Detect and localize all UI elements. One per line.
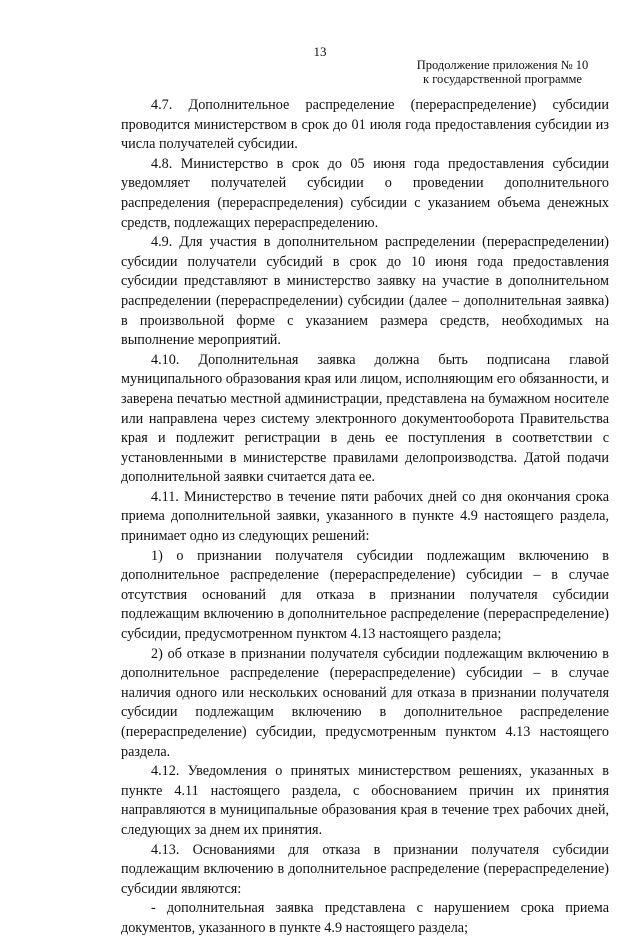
header-line-2: к государственной программе (423, 72, 582, 86)
paragraph-4-11-item-1: 1) о признании получателя субсидии подлежащим включению в дополнительное распределение (перераспределение) субсидии – в случае отсутствия оснований для отказа в признании получателя субсидии подлежащим включению в дополнительное распределение (перераспределение) субсидии, предусмотренном пунктом 4.13 настоящего раздела; (121, 547, 609, 643)
paragraph-4-8: 4.8. Министерство в срок до 05 июня года предоставления субсидии уведомляет получателей субсидии о проведении дополнительного распределения (перераспределения) субсидии с указанием объема денежных средств, подлежащих перераспределению. (121, 155, 609, 231)
paragraph-4-9: 4.9. Для участия в дополнительном распределении (перераспределении) субсидии получатели субсидий в срок до 10 июня года предоставления субсидии представляют в министерство заявку на участие в дополнительном распределении (перераспределении) субсидии (далее – дополнительная заявка) в произвольной форме с указанием размера средств, необходимых на выполнение мероприятий. (121, 234, 609, 349)
header-appendix (400, 58, 605, 86)
paragraph-4-10: 4.10. Дополнительная заявка должна быть подписана главой муниципального образования края или лицом, исполняющим его обязанности, и заверена печатью местной администрации, представлена на бумажном носителе или направлена через систему электронного документооборота Правительства края и подлежит регистрации в день ее поступления в соответствии с установленными в министерстве правилами делопроизводства. Датой подачи дополнительной заявки считается дата ее. (121, 351, 609, 486)
paragraph-4-7: 4.7. Дополнительное распределение (перераспределение) субсидии проводится министерством в срок до 01 июля года предоставления субсидии из числа получателей субсидии. (121, 97, 609, 153)
header-line-1: Продолжение приложения № 10 (416, 58, 589, 72)
paragraph-4-11: 4.11. Министерство в течение пяти рабочих дней со дня окончания срока приема дополнительной заявки, указанного в пункте 4.9 настоящего раздела, принимает одно из следующих решений: (121, 488, 609, 545)
paragraph-4-13: 4.13. Основаниями для отказа в признании получателя субсидии подлежащим включению в дополнительное распределение (перераспределение) субсидии являются: (121, 841, 609, 897)
document-body (121, 96, 609, 939)
page-number: 13 (313, 44, 327, 59)
paragraph-4-11-item-2: 2) об отказе в признании получателя субсидии подлежащим включению в дополнительное распределение (перераспределение) субсидии – в случае наличия одного или нескольких оснований для отказа в признании получателя субсидии подлежащим включению в дополнительное распределение (перераспределение) субсидии, предусмотренным пунктом 4.13 настоящего раздела. (121, 645, 609, 760)
paragraph-4-13-item-1: - дополнительная заявка представлена с нарушением срока приема документов, указанного в пункте 4.9 настоящего раздела; (121, 900, 609, 936)
paragraph-4-12: 4.12. Уведомления о принятых министерством решениях, указанных в пункте 4.11 настоящего раздела, с обоснованием причин их принятия направляются в муниципальные образования края в течение трех рабочих дней, следующих за днем их принятия. (121, 763, 609, 838)
